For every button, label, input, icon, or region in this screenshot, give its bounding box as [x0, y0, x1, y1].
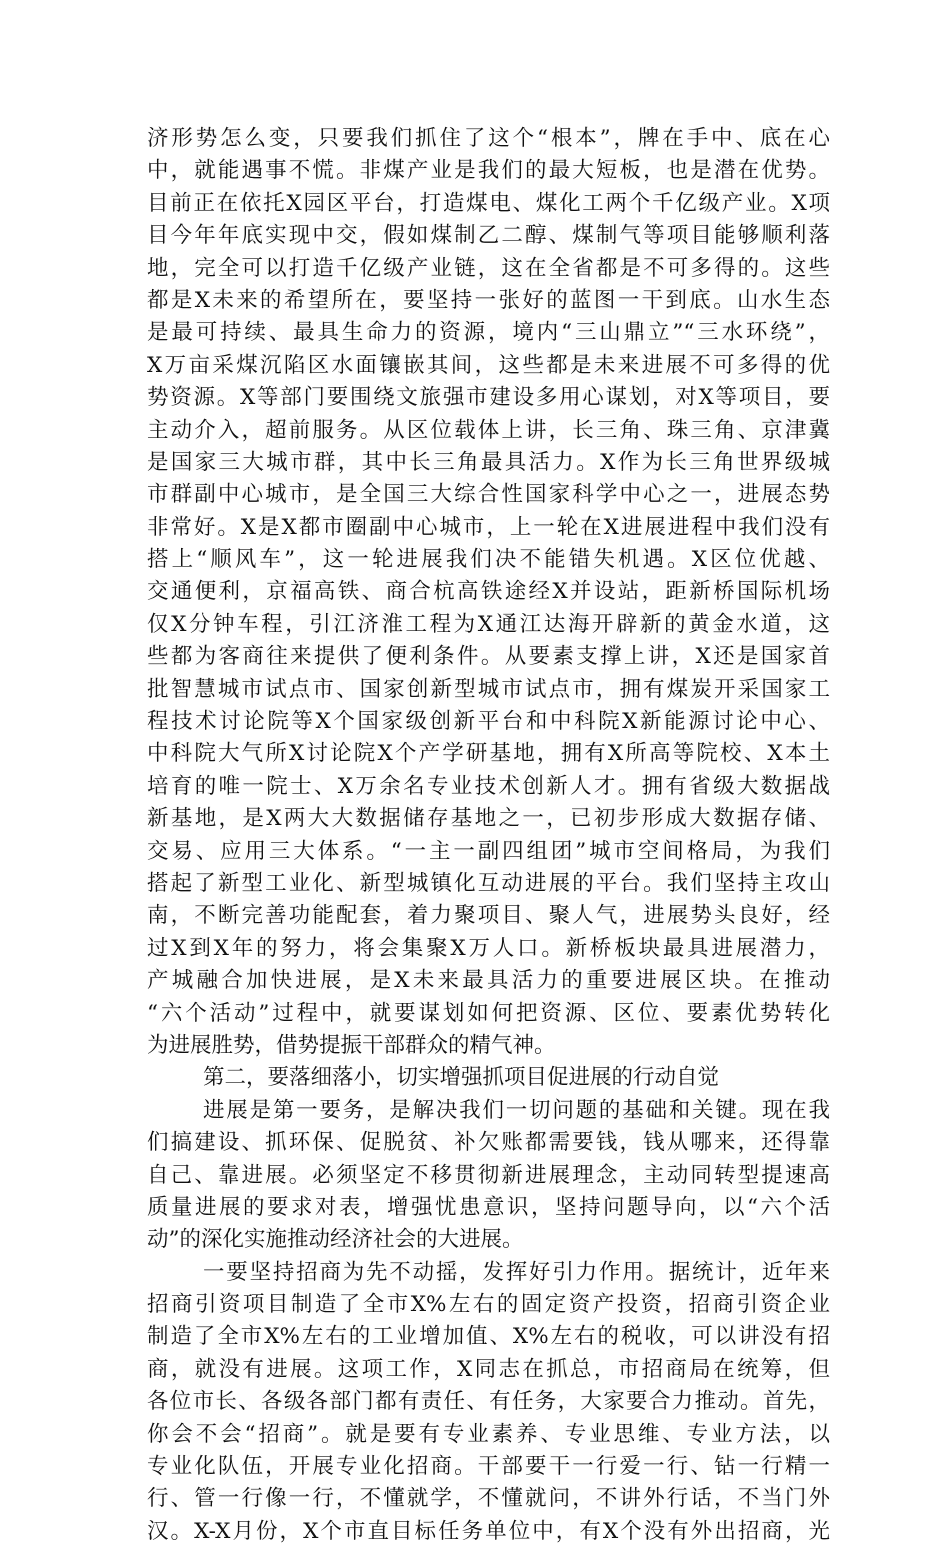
text-line: 进展是第一要务，是解决我们一切问题的基础和关键。现在我 — [203, 1097, 830, 1123]
text-line: 自己、靠进展。必须坚定不移贯彻新进展理念，主动同转型提速高 — [147, 1162, 830, 1188]
text-line: 些都为客商往来提供了便利条件。从要素支撑上讲，X还是国家首 — [147, 644, 830, 670]
text-line: 专业化队伍，开展专业化招商。干部要干一行爱一行、钻一行精一 — [147, 1454, 830, 1480]
text-line: 济形势怎么变，只要我们抓住了这个“根本”，牌在手中、底在心 — [147, 126, 830, 151]
text-line: 招商引资项目制造了全市X%左右的固定资产投资，招商引资企业 — [147, 1292, 830, 1318]
text-line: X万亩采煤沉陷区水面镶嵌其间，这些都是未来进展不可多得的优 — [147, 352, 830, 378]
document-body — [147, 123, 830, 1548]
text-line: 汉。X-X月份，X个市直目标任务单位中，有X个没有外出招商，光 — [147, 1518, 830, 1544]
text-line: 你会不会“招商”。就是要有专业素养、专业思维、专业方法，以 — [147, 1421, 830, 1447]
text-line: 一要坚持招商为先不动摇，发挥好引力作用。据统计，近年来 — [203, 1259, 830, 1285]
text-line: 行、管一行像一行，不懂就学，不懂就问，不讲外行话，不当门外 — [147, 1486, 830, 1512]
text-line: 动”的深化实施推动经济社会的大进展。 — [147, 1227, 524, 1253]
text-line: 搭起了新型工业化、新型城镇化互动进展的平台。我们坚持主攻山 — [147, 870, 830, 896]
text-line: 程技术讨论院等X个国家级创新平台和中科院X新能源讨论中心、 — [147, 709, 830, 735]
text-line: 新基地，是X两大大数据储存基地之一，已初步形成大数据存储、 — [147, 806, 830, 832]
text-line: “六个活动”过程中，就要谋划如何把资源、区位、要素优势转化 — [147, 1000, 830, 1026]
text-line: 产城融合加快进展，是X未来最具活力的重要进展区块。在推动 — [147, 968, 830, 994]
text-line: 搭上“顺风车”，这一轮进展我们决不能错失机遇。X区位优越、 — [147, 547, 830, 573]
text-line: 质量进展的要求对表，增强忧患意识，坚持问题导向，以“六个活 — [147, 1194, 830, 1220]
text-line: 制造了全市X%左右的工业增加值、X%左右的税收，可以讲没有招 — [147, 1324, 830, 1350]
text-line: 第二，要落细落小，切实增强抓项目促进展的行动自觉 — [203, 1065, 720, 1091]
text-line: 主动介入，超前服务。从区位载体上讲，长三角、珠三角、京津冀 — [147, 417, 830, 443]
text-line: 市群副中心城市，是全国三大综合性国家科学中心之一，进展态势 — [147, 482, 830, 508]
text-line: 商，就没有进展。这项工作，X同志在抓总，市招商局在统筹，但 — [147, 1356, 830, 1382]
text-line: 各位市长、各级各部门都有责任、有任务，大家要合力推动。首先， — [147, 1389, 830, 1415]
text-line: 们搞建设、抓环保、促脱贫、补欠账都需要钱，钱从哪来，还得靠 — [147, 1130, 830, 1156]
text-line: 中科院大气所X讨论院X个产学研基地，拥有X所高等院校、X本土 — [147, 741, 830, 767]
text-line: 交通便利，京福高铁、商合杭高铁途经X并设站，距新桥国际机场 — [147, 579, 830, 605]
text-line: 地，完全可以打造千亿级产业链，这在全省都是不可多得的。这些 — [147, 255, 830, 281]
text-line: 是国家三大城市群，其中长三角最具活力。X作为长三角世界级城 — [147, 449, 830, 475]
text-line: 非常好。X是X都市圈副中心城市，上一轮在X进展进程中我们没有 — [147, 514, 830, 540]
text-line: 过X到X年的努力，将会集聚X万人口。新桥板块最具进展潜力， — [147, 935, 830, 961]
text-line: 为进展胜势，借势提振干部群众的精气神。 — [147, 1032, 556, 1058]
text-line: 培育的唯一院士、X万余名专业技术创新人才。拥有省级大数据战 — [147, 773, 830, 799]
text-line: 是最可持续、最具生命力的资源，境内“三山鼎立”“三水环绕”， — [147, 320, 830, 346]
text-line: 南，不断完善功能配套，着力聚项目、聚人气，进展势头良好，经 — [147, 903, 830, 929]
text-line: 中，就能遇事不慌。非煤产业是我们的最大短板，也是潜在优势。 — [147, 158, 830, 184]
text-line: 势资源。X等部门要围绕文旅强市建设多用心谋划，对X等项目，要 — [147, 385, 830, 411]
text-line: 都是X未来的希望所在，要坚持一张好的蓝图一干到底。山水生态 — [147, 287, 830, 313]
text-line: 目今年年底实现中交，假如煤制乙二醇、煤制气等项目能够顺利落 — [147, 223, 830, 249]
text-line: 交易、应用三大体系。“一主一副四组团”城市空间格局，为我们 — [147, 838, 830, 864]
text-line: 仅X分钟车程，引江济淮工程为X通江达海开辟新的黄金水道，这 — [147, 611, 830, 637]
text-line: 目前正在依托X园区平台，打造煤电、煤化工两个千亿级产业。X项 — [147, 190, 830, 216]
text-line: 批智慧城市试点市、国家创新型城市试点市，拥有煤炭开采国家工 — [147, 676, 830, 702]
